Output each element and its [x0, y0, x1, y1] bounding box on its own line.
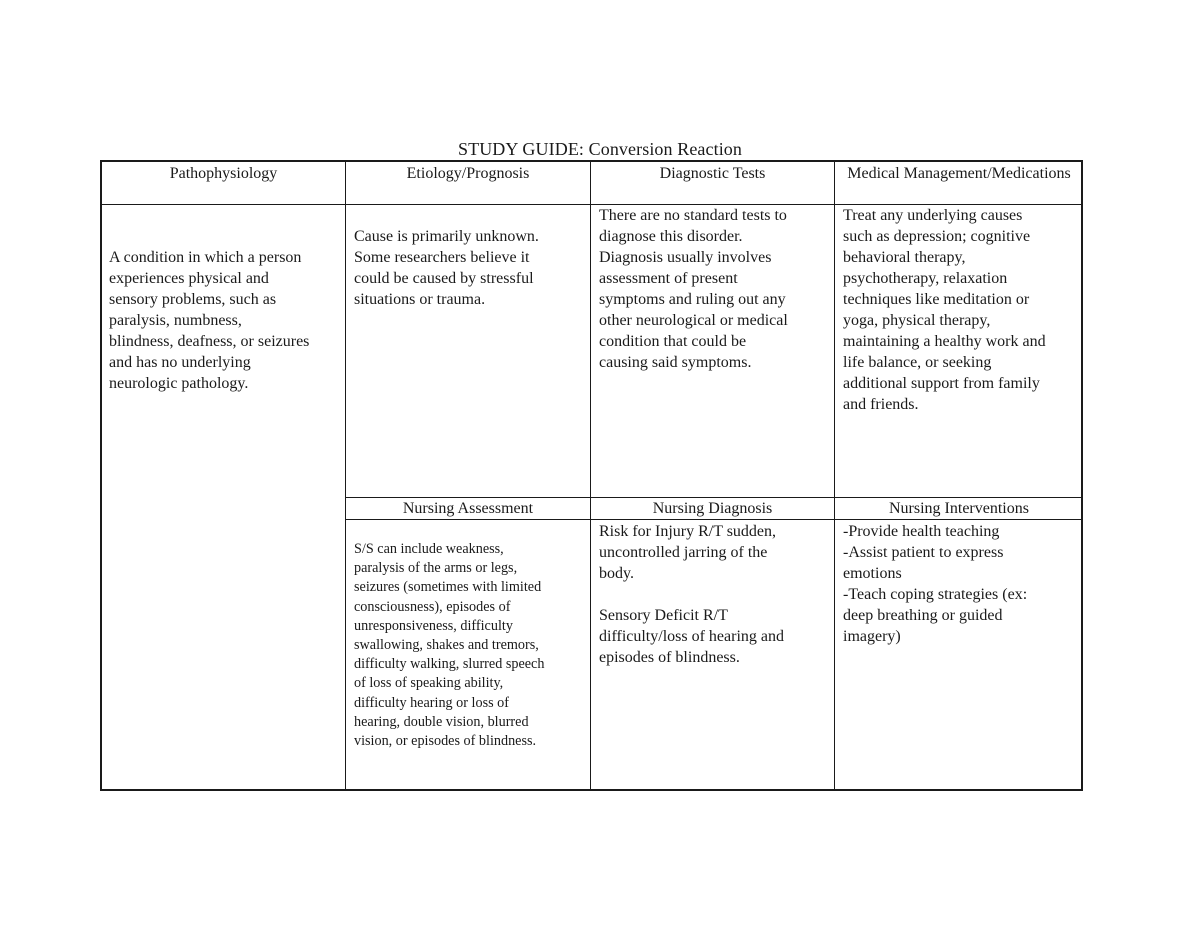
- cell-nursing-assessment: S/S can include weakness, paralysis of the arms or legs, seizures (sometimes with limited consciousness), episodes of unresponsiveness, difficulty swallowing, shakes and tremors, difficulty walking, slurred speech of loss of speaking ability, difficulty hearing or loss of hearing, double vision, blurred vision, or episodes of blindness.: [354, 541, 545, 750]
- header-diagnostic-tests: Diagnostic Tests: [659, 165, 766, 182]
- header-nursing-assessment: Nursing Assessment: [402, 500, 534, 517]
- study-guide-table: [100, 160, 1083, 791]
- column-divider-3: [834, 162, 835, 789]
- header-etiology-prognosis: Etiology/Prognosis: [406, 165, 530, 182]
- cell-medical-management: Treat any underlying causes such as depression; cognitive behavioral therapy, psychotherapy, relaxation techniques like meditation or yoga, physical therapy, maintaining a healthy work and life balance, or seeking additional support from family and friends.: [843, 207, 1046, 413]
- cell-nursing-interventions: -Provide health teaching -Assist patient to express emotions -Teach coping strategies (ex: deep breathing or guided imagery): [843, 523, 1028, 645]
- column-divider-1: [345, 162, 346, 789]
- cell-pathophysiology: A condition in which a person experiences physical and sensory problems, such as paralysis, numbness, blindness, deafness, or seizures and has no underlying neurologic pathology.: [109, 249, 310, 392]
- header-pathophysiology: Pathophysiology: [169, 165, 278, 182]
- second-header-top-divider: [345, 497, 1081, 498]
- document-title-text: STUDY GUIDE: Conversion Reaction: [458, 139, 742, 159]
- column-divider-2: [590, 162, 591, 789]
- cell-etiology-prognosis: Cause is primarily unknown. Some researchers believe it could be caused by stressful situations or trauma.: [354, 228, 539, 308]
- header-nursing-interventions: Nursing Interventions: [889, 500, 1029, 517]
- cell-nursing-diagnosis: Risk for Injury R/T sudden, uncontrolled jarring of the body. Sensory Deficit R/T difficulty/loss of hearing and episodes of blindness.: [599, 523, 784, 666]
- header-medical-management: Medical Management/Medications: [847, 165, 1071, 182]
- second-header-bottom-divider: [345, 519, 1081, 520]
- header-nursing-diagnosis: Nursing Diagnosis: [652, 500, 773, 517]
- document-title: [100, 137, 1200, 161]
- cell-diagnostic-tests: There are no standard tests to diagnose this disorder. Diagnosis usually involves assessment of present symptoms and ruling out any other neurological or medical condition that could be causing said symptoms.: [599, 207, 788, 371]
